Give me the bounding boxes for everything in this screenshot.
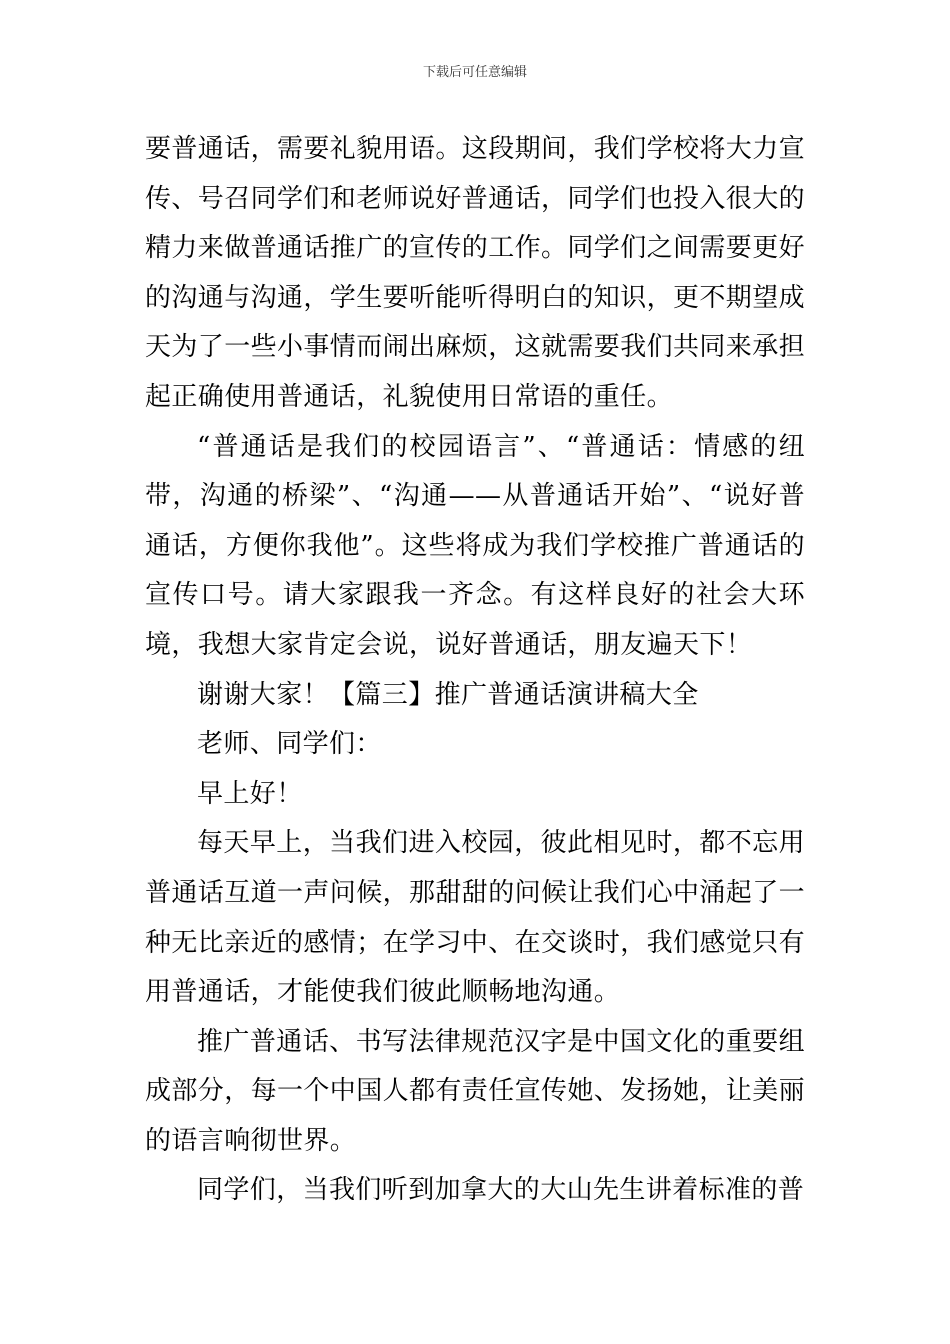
paragraph-salutation: 老师、同学们： bbox=[197, 729, 382, 760]
paragraph-dashan: 同学们，当我们听到加拿大的大山先生讲着标准的普 bbox=[197, 1175, 805, 1206]
page-header-note: 下载后可任意编辑 bbox=[422, 65, 527, 80]
paragraph-morning: 每天早上，当我们进入校园，彼此相见时，都不忘用普通话互道一声问候，那甜甜的问候让我们心中涌起了一种无比亲近的感情；在学习中、在交谈时，我们感觉只有用普通话，才能使我们彼此顺畅地沟通。 bbox=[145, 828, 806, 1008]
paragraph-slogans: “普通话是我们的校园语言”、“普通话：情感的纽带，沟通的桥梁”、“沟通——从普通话开始”、“说好普通话，方便你我他”。这些将成为我们学校推广普通话的宣传口号。请大家跟我一齐念。有这样良好的社会大环境，我想大家肯定会说，说好普通话，朋友遍天下！ bbox=[145, 431, 805, 660]
paragraph-culture: 推广普通话、书写法律规范汉字是中国文化的重要组成部分，每一个中国人都有责任宣传她、发扬她，让美丽的语言响彻世界。 bbox=[145, 1026, 806, 1156]
document-body bbox=[145, 125, 805, 1216]
paragraph-thanks-and-title: 谢谢大家！【篇三】推广普通话演讲稿大全 bbox=[197, 679, 699, 710]
paragraph-greeting: 早上好！ bbox=[197, 778, 303, 809]
paragraph-continuation: 要普通话，需要礼貌用语。这段期间，我们学校将大力宣传、号召同学们和老师说好普通话，同学们也投入很大的精力来做普通话推广的宣传的工作。同学们之间需要更好的沟通与沟通，学生要听能听得明白的知识，更不期望成天为了一些小事情而闹出麻烦，这就需要我们共同来承担起正确使用普通话，礼貌使用日常语的重任。 bbox=[145, 134, 806, 412]
